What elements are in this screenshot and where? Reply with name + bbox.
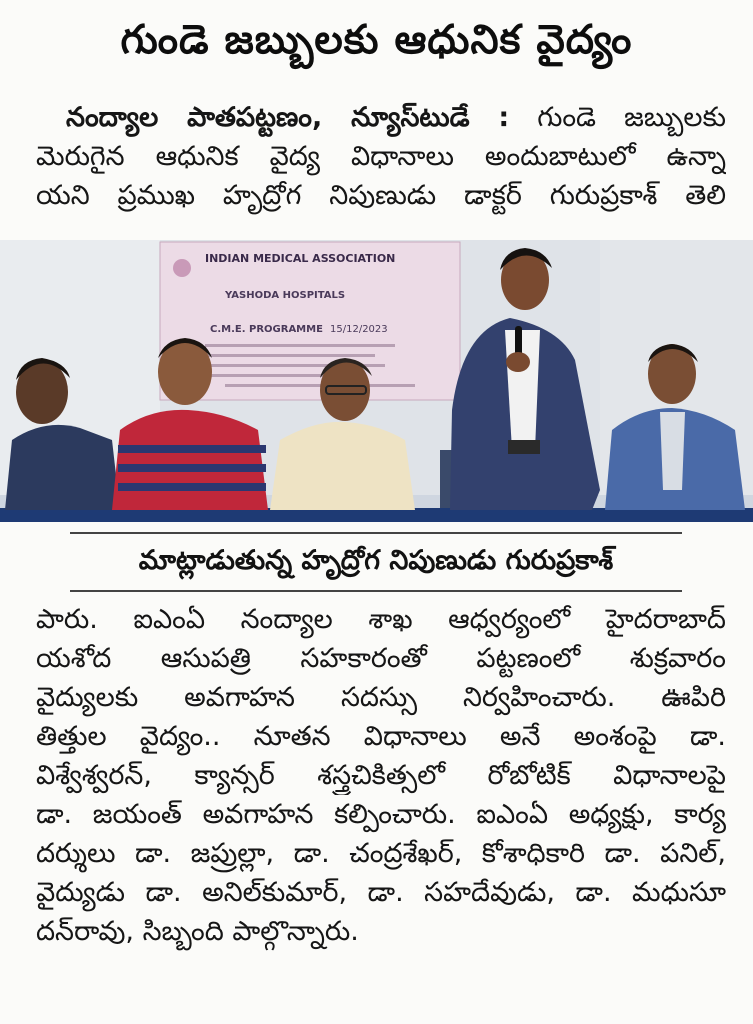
speaker-belt	[508, 440, 540, 454]
banner-programme: C.M.E. PROGRAMME	[210, 324, 323, 335]
body-line: డా. జయంత్ అవగాహన కల్పించారు. ఐఎంఏ అధ్యక్షు, కార్య	[36, 799, 726, 830]
photo-illustration	[0, 240, 753, 522]
body-line: తిత్తుల వైద్యం.. నూతన విధానాలు అనే అంశంపై డా.	[36, 721, 726, 752]
attendee-2-stripe	[118, 445, 266, 453]
attendee-5-shirt	[660, 412, 685, 490]
body-line: దన్‌రావు, సిబ్బంది పాల్గొన్నారు.	[36, 916, 359, 947]
intro-line	[36, 98, 726, 137]
intro-line: మెరుగైన ఆధునిక వైద్య విధానాలు అందుబాటులో ఉన్నా	[36, 141, 726, 172]
banner-hospital: YASHODA HOSPITALS	[225, 290, 346, 301]
attendee-2-shirt	[112, 410, 268, 510]
headline: గుండె జబ్బులకు ఆధునిక వైద్యం	[120, 17, 633, 63]
dateline: నంద్యాల పాతపట్టణం, న్యూస్‌టుడే :	[66, 102, 510, 133]
banner-text-line	[205, 344, 395, 347]
intro-line: యని ప్రముఖ హృద్రోగ నిపుణుడు డాక్టర్ గురుప్రకాశ్ తెలి	[36, 180, 726, 211]
speaker-hand	[506, 352, 530, 372]
photo-caption-box	[70, 532, 682, 592]
body-line: విశ్వేశ్వరన్, క్యాన్సర్ శస్త్రచికిత్సలో రోబోటిక్ విధానాలపై	[36, 760, 726, 791]
banner-date: 15/12/2023	[330, 324, 388, 335]
table-edge	[0, 508, 753, 522]
attendee-3-shirt	[270, 422, 415, 510]
body-line: దర్శులు డా. జప్రుల్లా, డా. చంద్రశేఖర్, కోశాధికారి డా. పనిల్,	[36, 838, 726, 869]
ima-logo	[173, 259, 191, 277]
photo-caption: మాట్లాడుతున్న హృద్రోగ నిపుణుడు గురుప్రకాశ్	[138, 545, 614, 576]
banner-text-line	[205, 354, 375, 357]
attendee-1-shirt	[5, 425, 120, 510]
body-line: వైద్యుడు డా. అనిల్‌కుమార్, డా. సహదేవుడు, డా. మధుసూ	[36, 877, 726, 908]
banner-text-line	[225, 384, 415, 387]
attendee-2-stripe	[118, 464, 266, 472]
intro-line-text: గుండె జబ్బులకు	[509, 102, 726, 133]
body-line: యశోద ఆసుపత్రి సహకారంతో పట్టణంలో శుక్రవారం	[36, 643, 726, 674]
intro-paragraph	[36, 98, 726, 215]
event-photo	[0, 240, 753, 522]
body-line: పారు. ఐఎంఏ నంద్యాల శాఖ ఆధ్వర్యంలో హైదరాబాద్	[36, 604, 726, 635]
main-paragraph	[36, 600, 726, 951]
attendee-2-stripe	[118, 483, 266, 491]
body-line: వైద్యులకు అవగాహన సదస్సు నిర్వహించారు. ఊపిరి	[36, 682, 726, 713]
banner-title: INDIAN MEDICAL ASSOCIATION	[205, 252, 396, 265]
